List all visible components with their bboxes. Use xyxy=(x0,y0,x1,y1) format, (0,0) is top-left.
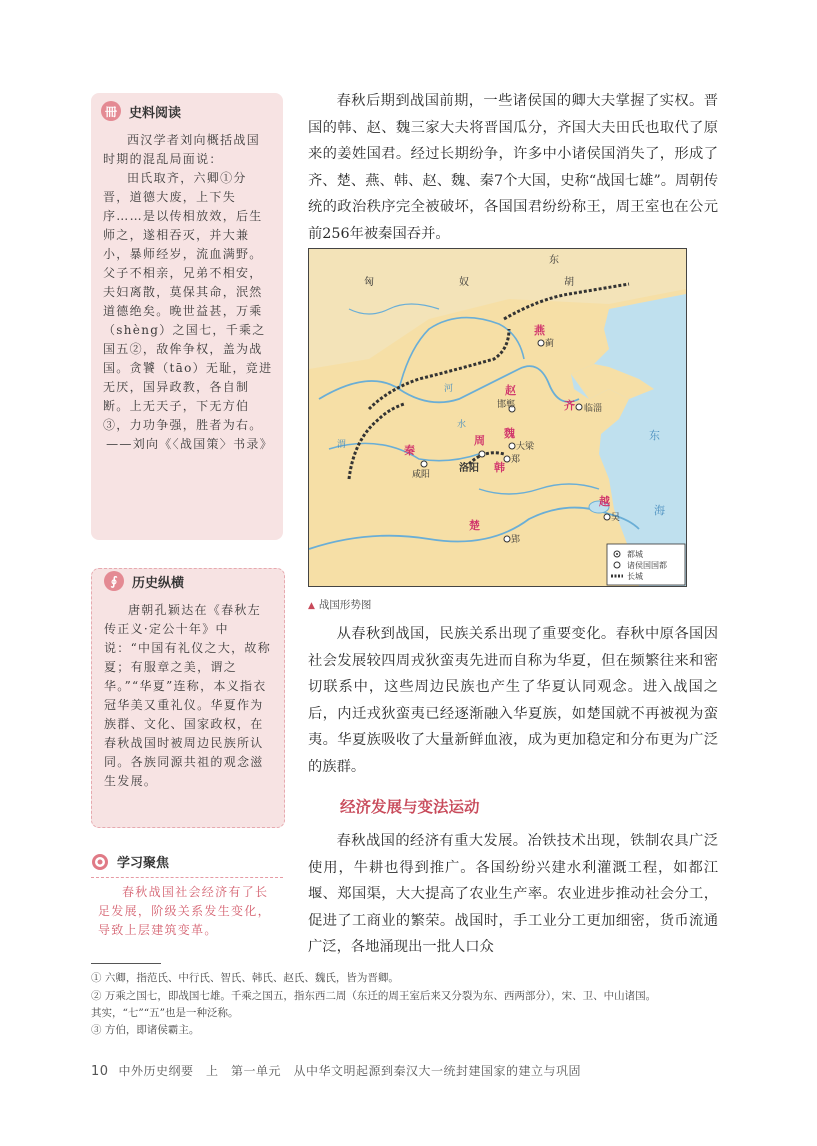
label-state-chu: 楚 xyxy=(469,519,480,532)
label-state-zhou: 周 xyxy=(474,434,485,447)
source-reading-body xyxy=(103,131,273,454)
paragraph-warring-states xyxy=(308,88,718,247)
page-footer xyxy=(91,1062,581,1079)
footnote-2: ② 万乘之国七，即战国七雄。千乘之国五，指东西二周（东迁的周王室后来又分裂为东、西两部分），宋、卫、中山诸国。 xyxy=(91,990,657,1002)
focus-icon xyxy=(91,853,109,871)
label-state-zhao: 赵 xyxy=(505,384,516,397)
footnote-rule xyxy=(91,963,161,964)
label-state-qin: 秦 xyxy=(404,444,415,457)
label-xiongnu-1: 匈 xyxy=(364,277,374,288)
capital-linzi xyxy=(576,404,582,410)
compass-icon: ∮ xyxy=(104,571,124,591)
legend-capital-dot xyxy=(616,553,618,555)
page-number: 10 xyxy=(91,1064,109,1079)
running-title: 中外历史纲要 上 第一单元 从中华文明起源到秦汉大一统封建国家的建立与巩固 xyxy=(118,1064,582,1078)
map-svg xyxy=(309,249,686,586)
source-reading-citation: ——刘向《〈战国策〉书录》 xyxy=(106,437,273,451)
history-panorama-text: 唐朝孔颖达在《春秋左传正义·定公十年》中说：“中国有礼仪之大，故称夏；有服章之美，谓之华。”“华夏”连称，本义指衣冠华美又重礼仪。华夏作为族群、文化、国家政权，在春秋战国时被周边民族所认同。各族同源共祖的观念滋生发展。 xyxy=(104,603,272,788)
label-state-qi: 齐 xyxy=(564,399,575,412)
caption-triangle-icon: ▲ xyxy=(308,601,315,611)
label-river-wei: 渭 xyxy=(337,440,347,450)
label-linzi: 临淄 xyxy=(584,404,603,414)
legend-state-capital-icon xyxy=(614,562,620,568)
paragraph-economy xyxy=(308,828,718,961)
paragraph-text: 从春秋到战国，民族关系出现了重要变化。春秋中原各国因社会发展较四周戎狄蛮夷先进而自称为华夏，但在频繁往来和密切联系中，这些周边民族也产生了华夏认同观念。进入战国之后，内迁戎狄蛮夷已经逐渐融入华夏族，如楚国就不再被视为蛮夷。华夏族吸收了大量新鲜血液，成为更加稳定和分布更为广泛的族群。 xyxy=(308,626,718,775)
label-wu: 吴 xyxy=(611,513,621,523)
learning-focus-text: 春秋战国社会经济有了长足发展，阶级关系发生变化，导致上层建筑变革。 xyxy=(98,885,271,937)
capital-luoyang xyxy=(479,451,485,457)
paragraph-ethnic-relations xyxy=(308,621,718,780)
label-sea-hai: 海 xyxy=(654,504,665,517)
learning-focus-header xyxy=(91,852,169,871)
paragraph-text: 春秋战国的经济有重大发展。冶铁技术出现，铁制农具广泛使用，牛耕也得到推广。各国纷纷兴建水利灌溉工程，如都江堰、郑国渠，大大提高了农业生产率。农业进步推动社会分工，促进了工商业的繁荣。战国时，手工业分工更加细密，货币流通广泛，各地涌现出一批人口众 xyxy=(308,833,718,955)
capital-ying xyxy=(504,536,510,542)
capital-wu xyxy=(604,514,610,520)
label-sea-dong: 东 xyxy=(649,429,660,442)
history-panorama-title: 历史纵横 xyxy=(132,575,185,591)
label-state-han: 韩 xyxy=(494,461,505,474)
footnote-1: ① 六卿，指范氏、中行氏、智氏、韩氏、赵氏、魏氏，皆为晋卿。 xyxy=(91,972,399,984)
map-caption-text: 战国形势图 xyxy=(318,599,372,611)
label-zheng: 郑 xyxy=(511,455,521,465)
label-daliang: 大梁 xyxy=(516,442,535,452)
label-state-wei: 魏 xyxy=(504,427,515,440)
label-state-yue: 越 xyxy=(599,495,610,508)
source-reading-box xyxy=(91,93,283,540)
history-panorama-box xyxy=(91,568,285,828)
source-reading-intro: 西汉学者刘向概括战国时期的混乱局面说： xyxy=(103,133,261,166)
warring-states-map xyxy=(308,248,687,587)
map-caption xyxy=(308,597,371,612)
footnote-2-continued: 其实，“七”“五”也是一种泛称。 xyxy=(91,1007,239,1019)
section-title: 经济发展与变法运动 xyxy=(340,798,480,816)
map-legend xyxy=(607,544,685,585)
book-icon: 冊 xyxy=(101,101,121,121)
legend-state-capital-label: 诸侯国国都 xyxy=(627,561,667,570)
label-luoyang: 洛阳 xyxy=(459,463,479,474)
label-river-he: 河 xyxy=(444,384,454,394)
capital-xianyang xyxy=(421,461,427,467)
learning-focus-divider xyxy=(91,877,283,878)
history-panorama-header xyxy=(104,571,184,591)
learning-focus-title: 学习聚焦 xyxy=(117,856,170,871)
label-handan: 邯郸 xyxy=(497,400,516,410)
source-reading-header xyxy=(101,101,181,121)
paragraph-text: 春秋后期到战国前期，一些诸侯国的卿大夫掌握了实权。晋国的韩、赵、魏三家大夫将晋国瓜分，齐国大夫田氏也取代了原来的姜姓国君。经过长期纷争，许多中小诸侯国消失了，形成了齐、楚、燕、韩、赵、魏、秦7个大国，史称“战国七雄”。周朝传统的政治秩序完全被破坏，各国国君纷纷称王，周王室也在公元前256年被秦国吞并。 xyxy=(308,93,718,242)
label-ying: 郢 xyxy=(511,535,521,545)
source-reading-quote: 田氏取齐，六卿①分晋，道德大废，上下失序……是以传相放效，后生师之，遂相吞灭，并大兼小，暴师经岁，流血满野。父子不相亲，兄弟不相安，夫妇离散，莫保其命，泯然道德绝矣。晚世益甚，万乘（shèng）之国七，千乘之国五②，敌侔争权，盖为战国。贪饕（tāo）无耻，竞进无厌，国异政教，各自制断。上无天子，下无方伯③，力功争强，胜者为右。 xyxy=(103,171,273,432)
label-river-shui: 水 xyxy=(457,420,467,430)
label-ji: 蓟 xyxy=(545,339,555,349)
label-state-yan: 燕 xyxy=(534,324,545,337)
footnote-3: ③ 方伯，即诸侯霸主。 xyxy=(91,1024,200,1036)
legend-wall-label: 长城 xyxy=(627,572,643,581)
label-xiongnu-2: 奴 xyxy=(459,277,469,288)
legend-capital-label: 都城 xyxy=(627,550,643,559)
label-donghu-2: 胡 xyxy=(564,277,574,288)
label-xianyang: 咸阳 xyxy=(412,470,431,480)
capital-ji xyxy=(538,340,544,346)
capital-daliang xyxy=(509,443,515,449)
label-donghu-1: 东 xyxy=(549,255,559,266)
source-reading-title: 史料阅读 xyxy=(129,105,182,121)
history-panorama-body xyxy=(104,601,274,791)
